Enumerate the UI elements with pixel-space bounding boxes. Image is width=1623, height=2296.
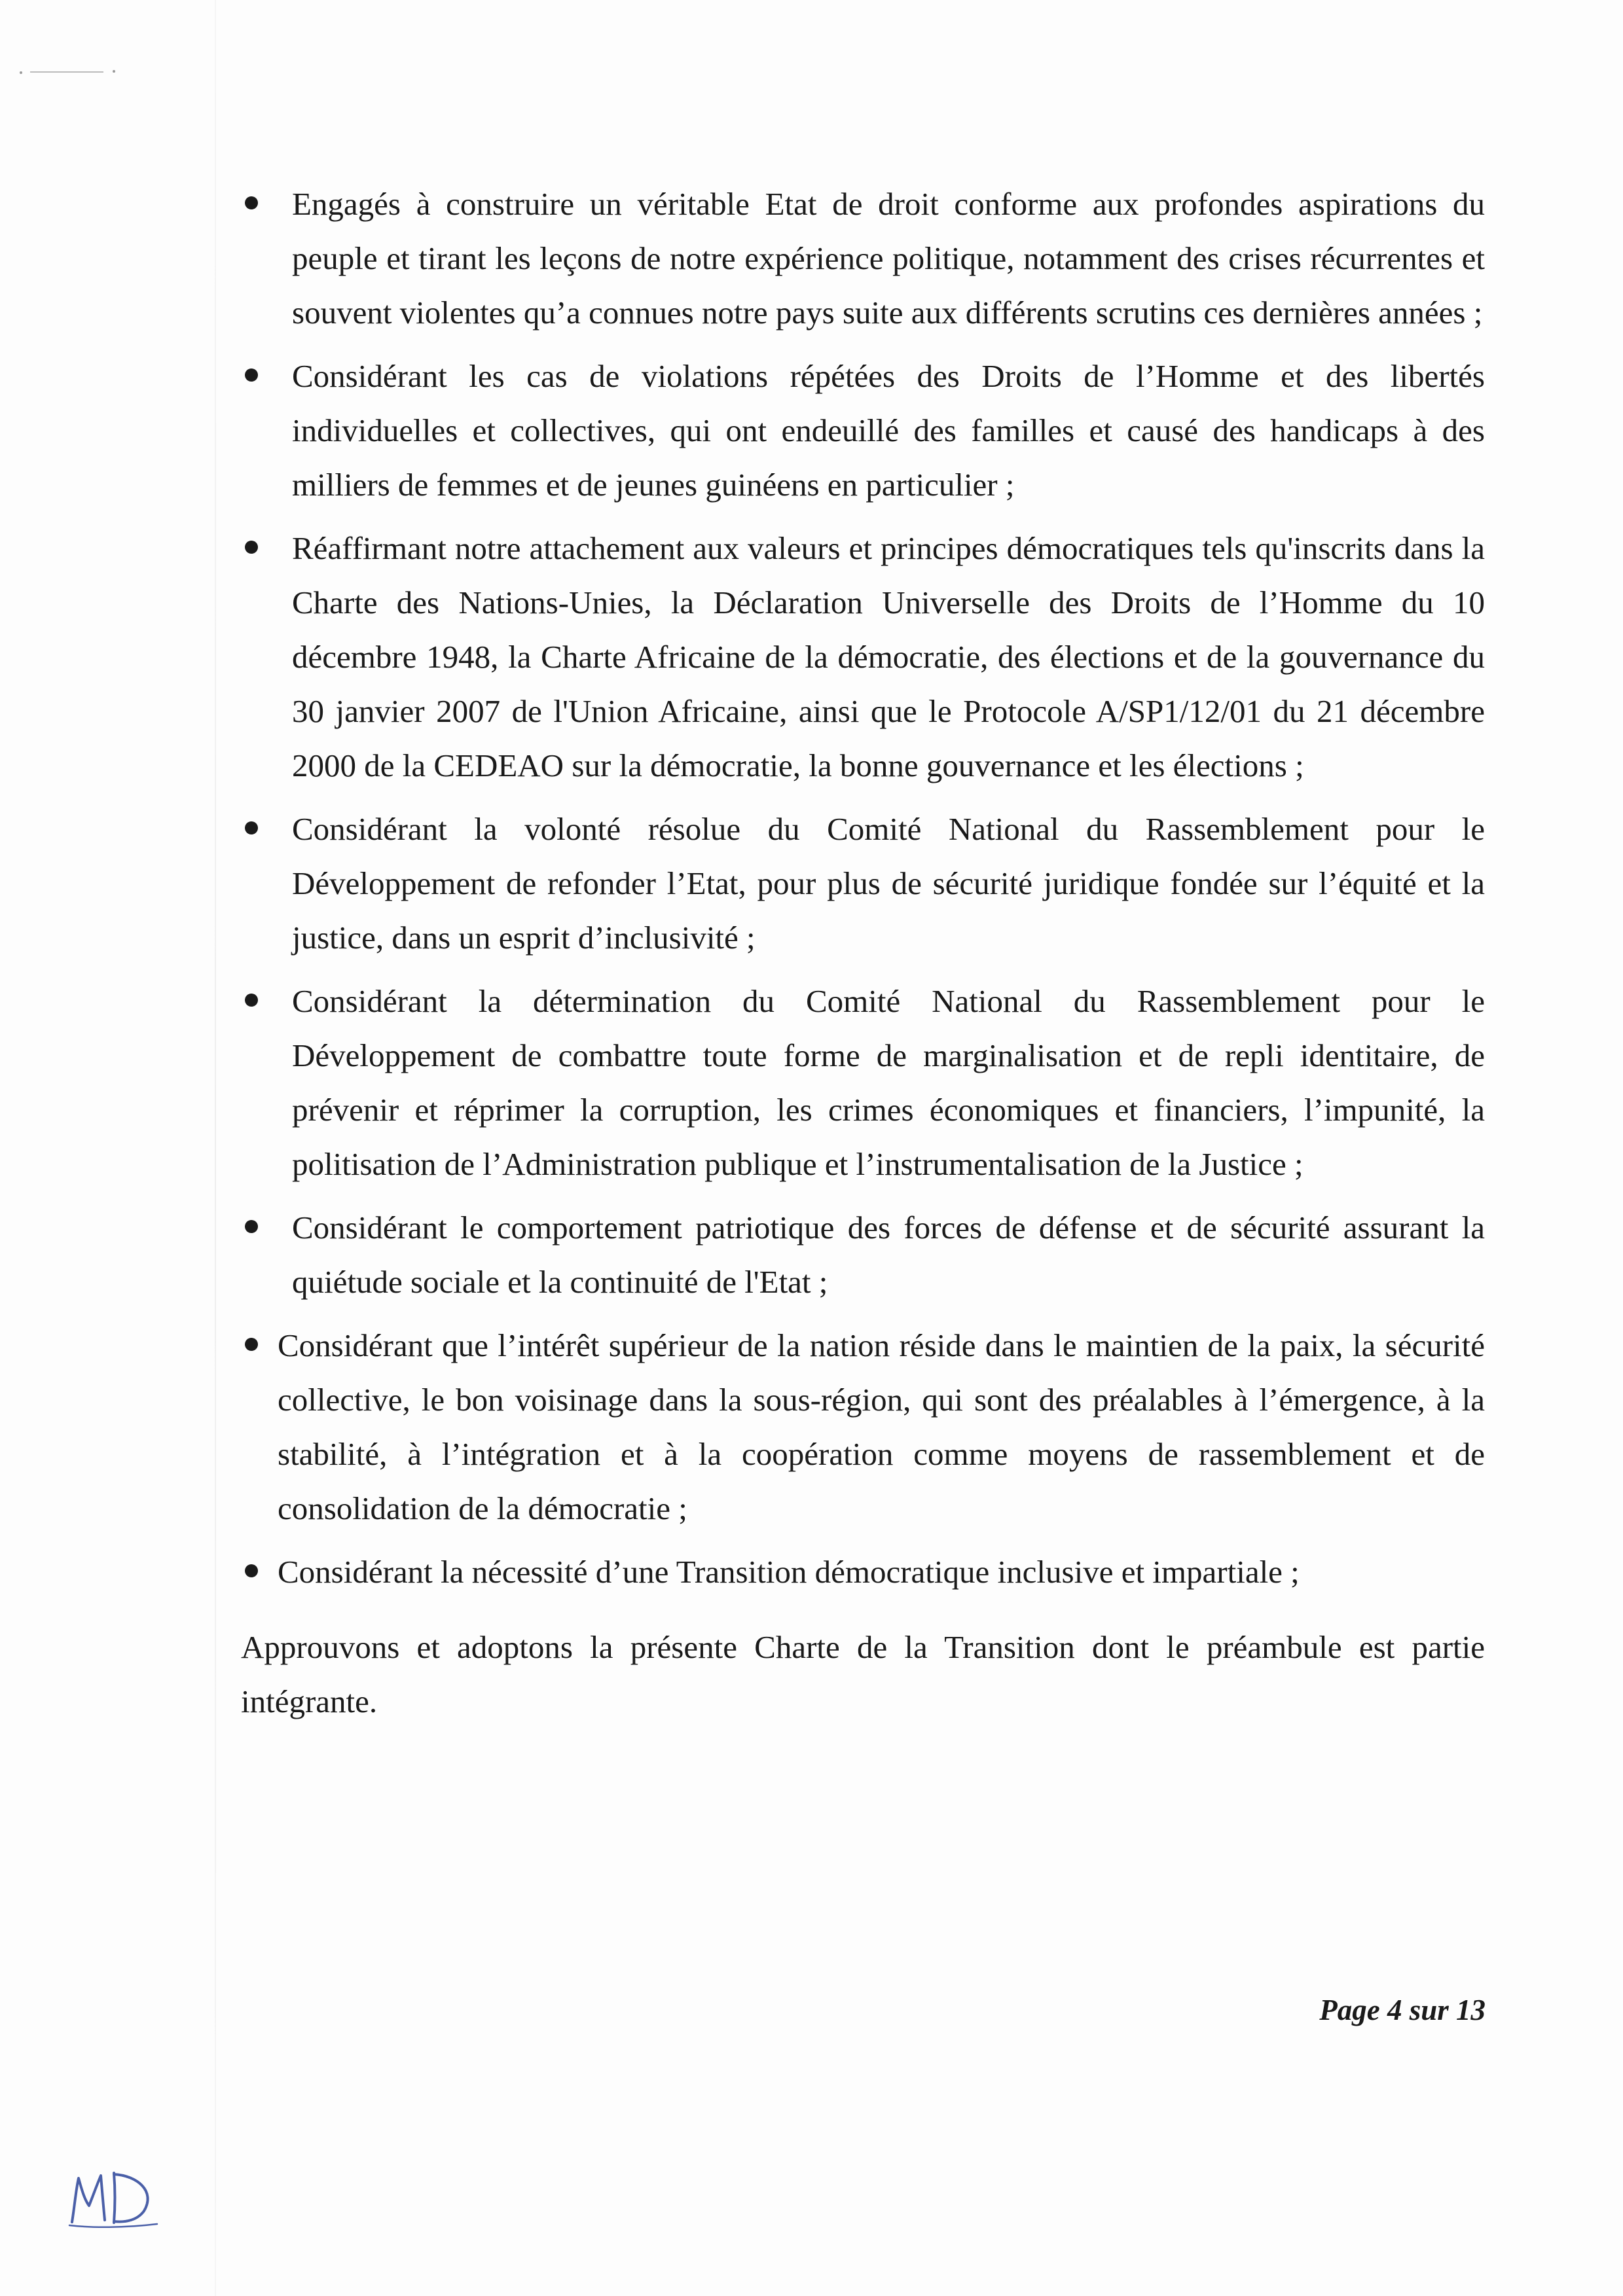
list-item — [241, 177, 1485, 340]
list-item — [241, 974, 1485, 1191]
list-item-text: Considérant la nécessité d’une Transition démocratique inclusive et impartiale ; — [278, 1554, 1300, 1590]
list-item-text: Considérant les cas de violations répétées des Droits de l’Homme et des libertés individuelles et collectives, qui ont endeuillé des familles et causé des handicaps à des milliers de femmes et de jeunes guinéens en particulier ; — [292, 358, 1485, 503]
list-item — [241, 1200, 1485, 1309]
initials-signature — [65, 2160, 164, 2232]
list-item-text: Considérant le comportement patriotique des forces de défense et de sécurité assurant la quiétude sociale et la continuité de l'Etat ; — [292, 1210, 1485, 1300]
list-item — [241, 1545, 1485, 1599]
list-item-text: Considérant la volonté résolue du Comité National du Rassemblement pour le Développement de refonder l’Etat, pour plus de sécurité juridique fondée sur l’équité et la justice, dans un esprit d’inclusivité ; — [292, 811, 1485, 956]
list-item — [241, 349, 1485, 512]
bullet-icon — [245, 1564, 258, 1577]
closing-paragraph: Approuvons et adoptons la présente Charte de la Transition dont le préambule est partie intégrante. — [241, 1629, 1485, 1719]
bullet-icon — [245, 994, 258, 1007]
scan-fold-line — [215, 0, 216, 2296]
list-item-text: Engagés à construire un véritable Etat de droit conforme aux profondes aspirations du peuple et tirant les leçons de notre expérience politique, notamment des crises récurrentes et souvent violentes qu’a connues notre pays suite aux différents scrutins ces dernières années ; — [292, 186, 1485, 331]
list-item-text: Considérant la détermination du Comité National du Rassemblement pour le Développement de combattre toute forme de marginalisation et de repli identitaire, de prévenir et réprimer la corruption, les crimes économiques et financiers, l’impunité, la politisation de l’Administration publique et l’instrumentalisation de la Justice ; — [292, 983, 1485, 1182]
preamble-list — [241, 177, 1485, 1599]
bullet-icon — [245, 1220, 258, 1233]
list-item — [241, 1318, 1485, 1535]
list-item — [241, 802, 1485, 965]
scan-mark — [18, 69, 117, 75]
bullet-icon — [245, 541, 258, 554]
bullet-icon — [245, 368, 258, 382]
page-number: Page 4 sur 13 — [1319, 1994, 1486, 2026]
list-item-text: Considérant que l’intérêt supérieur de la nation réside dans le maintien de la paix, la sécurité collective, le bon voisinage dans la sous-région, qui sont des préalables à l’émergence, à la stabilité, à l’intégration et à la coopération comme moyens de rassemblement et de consolidation de la démocratie ; — [278, 1327, 1485, 1526]
bullet-icon — [245, 821, 258, 834]
bullet-icon — [245, 1338, 258, 1351]
list-item-text: Réaffirmant notre attachement aux valeurs et principes démocratiques tels qu'inscrits dans la Charte des Nations-Unies, la Déclaration Universelle des Droits de l’Homme du 10 décembre 1948, la Charte Africaine de la démocratie, des élections et de la gouvernance du 30 janvier 2007 de l'Union Africaine, ainsi que le Protocole A/SP1/12/01 du 21 décembre 2000 de la CEDEAO sur la démocratie, la bonne gouvernance et les élections ; — [292, 530, 1485, 783]
bullet-icon — [245, 196, 258, 209]
preamble-content — [241, 177, 1485, 1761]
list-item — [241, 521, 1485, 793]
